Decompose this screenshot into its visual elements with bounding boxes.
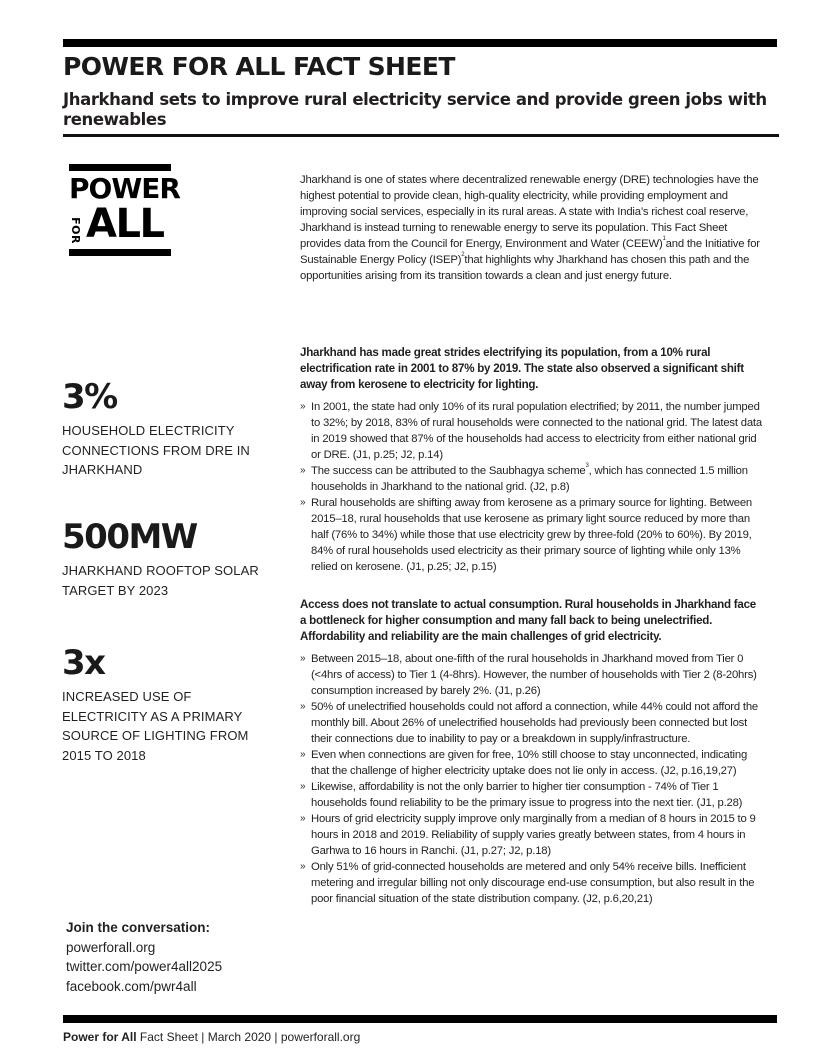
power-for-all-logo — [68, 164, 180, 256]
list-item — [300, 811, 765, 859]
bullet-marker-icon: » — [300, 861, 306, 872]
page-footer — [63, 1030, 360, 1044]
bottom-rule — [63, 1015, 777, 1023]
list-item-text: Only 51% of grid-connected households are metered and only 54% receive bills. Inefficient metering and irregular billing not only discourage end-use consumption, but also result in the poor financial situation of the state distribution company. (J2, p.6,20,21) — [311, 861, 755, 905]
list-item — [300, 399, 765, 463]
list-item — [300, 699, 765, 747]
join-title: Join the conversation: — [66, 920, 211, 935]
list-item-text: The success can be attributed to the Saubhagya scheme — [311, 465, 586, 477]
intro-paragraph — [300, 172, 765, 284]
bullet-marker-icon: » — [300, 781, 306, 792]
subtitle-rule — [63, 134, 779, 137]
list-item-text: Rural households are shifting away from kerosene as a primary source for lighting. Between 2015–18, rural households that use kerosene as primary light source reduced by more than half (76% to 34%) while those that use electricity grew by three-fold (20% to 60%). By 2019, 84% of rural households used electricity as their primary source of lighting while only 13% relied on kerosene. (J1, p.25; J2, p.15) — [311, 497, 753, 573]
footnote-ref: 3 — [585, 463, 589, 469]
link-facebook[interactable]: facebook.com/pwr4all — [66, 978, 197, 994]
join-conversation — [66, 918, 222, 996]
intro-text-1: Jharkhand is one of states where decentralized renewable energy (DRE) technologies have the highest potential to provide clean, high-quality electricity, while providing employment and improving social services, especially in its rural areas. A state with India’s richest coal reserve, Jharkhand is instead turning to renewable energy to serve its population. This Fact Sheet provides data from the Council for Energy, Environment and Water (CEEW) — [300, 174, 759, 250]
list-item-text: Even when connections are given for free, 10% still choose to stay unconnected, indicating that the challenge of higher electricity uptake does not lie only in access. (J2, p.16,19,27) — [311, 749, 748, 777]
section-electrification — [300, 345, 765, 575]
list-item — [300, 859, 765, 907]
page-title: POWER FOR ALL FACT SHEET — [63, 52, 455, 81]
intro-text-2: and the Initiative for Sustainable Energy Policy (ISEP) — [300, 238, 760, 266]
footnote-ref: 2 — [461, 252, 465, 258]
list-item — [300, 651, 765, 699]
bullet-marker-icon: » — [300, 749, 306, 760]
list-item — [300, 463, 765, 495]
intro-text-3: that highlights why Jharkhand has chosen this path and the opportunities arising from its transition towards a clean and just energy future. — [300, 254, 750, 282]
stat-block — [62, 643, 277, 765]
list-item — [300, 747, 765, 779]
footer-brand: Power for All — [63, 1030, 137, 1044]
list-item-text: Between 2015–18, about one-fifth of the rural households in Jharkhand moved from Tier 0 (<4hrs of access) to Tier 1 (4-8hrs). However, the number of households with Tier 2 (8-20hrs) consumption increased by barely 2%. (J1, p.26) — [311, 653, 757, 697]
footer-text: Fact Sheet | March 2020 | powerforall.org — [136, 1030, 361, 1044]
bullet-list — [300, 399, 765, 575]
logo-word-power: POWER — [69, 172, 180, 205]
list-item-text: Hours of grid electricity supply improve only marginally from a median of 8 hours in 2015 to 9 hours in 2018 and 2019. Reliability of supply varies greatly between states, from 4 hours in Garhwa to 16 hours in Ranchi. (J1, p.27; J2, p.18) — [311, 813, 756, 857]
list-item-text: , which has connected 1.5 million households in Jharkhand to the national grid. (J2, p.8) — [311, 465, 748, 493]
stat-block — [62, 517, 277, 600]
footnote-ref: 1 — [662, 236, 666, 242]
stat-value: 3x — [62, 643, 105, 683]
page-subtitle: Jharkhand sets to improve rural electricity service and provide green jobs with renewables — [63, 90, 767, 129]
section-lead: Jharkhand has made great strides electrifying its population, from a 10% rural electrification rate in 2001 to 87% by 2019. The state also observed a significant shift away from kerosene to electricity for lighting. — [300, 346, 744, 391]
section-lead: Access does not translate to actual consumption. Rural households in Jharkhand face a bottleneck for higher consumption and many fall back to being unelectrified. Affordability and reliability are the main challenges of grid electricity. — [300, 598, 756, 643]
bullet-list — [300, 651, 765, 907]
logo-bottom-bar — [69, 249, 171, 256]
logo-word-all: ALL — [86, 201, 164, 247]
list-item-text: 50% of unelectrified households could not afford a connection, while 44% could not afford the monthly bill. About 26% of unelectrified households had previously been connected but lost their connections due to inability to pay or a breakdown in supply/infrastructure. — [311, 701, 758, 745]
list-item — [300, 779, 765, 811]
bullet-marker-icon: » — [300, 465, 306, 476]
section-consumption — [300, 597, 765, 907]
bullet-marker-icon: » — [300, 653, 306, 664]
link-website[interactable]: powerforall.org — [66, 939, 156, 955]
stat-block — [62, 377, 277, 480]
stat-description: JHARKHAND ROOFTOP SOLAR TARGET BY 2023 — [62, 563, 259, 598]
list-item-text: In 2001, the state had only 10% of its rural population electrified; by 2011, the number jumped to 32%; by 2018, 83% of rural households were connected to the national grid. The latest data in 2019 showed that 87% of the households had access to electricity from either national grid or DRE. (J1, p.25; J2, p.14) — [311, 401, 762, 461]
stat-description: HOUSEHOLD ELECTRICITY CONNECTIONS FROM DRE IN JHARKHAND — [62, 423, 250, 477]
top-rule — [63, 39, 777, 47]
logo-word-for: FOR — [68, 217, 82, 244]
stat-value: 500MW — [62, 517, 197, 557]
link-twitter[interactable]: twitter.com/power4all2025 — [66, 959, 223, 974]
list-item — [300, 495, 765, 575]
bullet-marker-icon: » — [300, 401, 306, 412]
list-item-text: Likewise, affordability is not the only barrier to higher tier consumption - 74% of Tier 1 households found reliability to be the primary issue to progress into the next tier. (J1, p.28) — [311, 781, 743, 809]
logo-top-bar — [69, 164, 171, 171]
bullet-marker-icon: » — [300, 701, 306, 712]
stat-value: 3% — [62, 377, 117, 417]
bullet-marker-icon: » — [300, 813, 306, 824]
bullet-marker-icon: » — [300, 497, 306, 508]
stat-description: INCREASED USE OF ELECTRICITY AS A PRIMARY SOURCE OF LIGHTING FROM 2015 TO 2018 — [62, 689, 249, 763]
